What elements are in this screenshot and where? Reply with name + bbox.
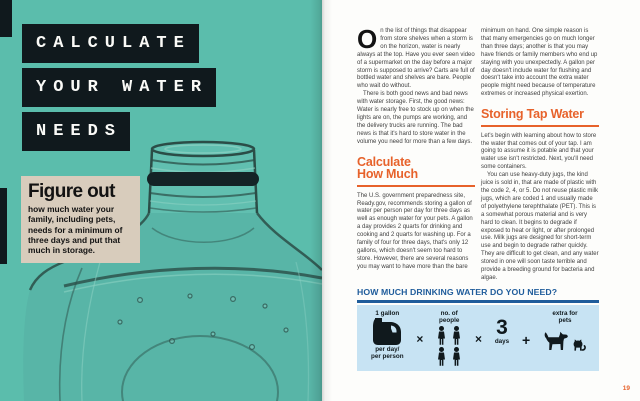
intro-paragraph-1-text: n the list of things that disappear from store shelves when a storm is on the horizon, water is nearly always at the top. Have you ever seen video of a supermarket on the day before a major storm is supposed to arrive? Carts are full of bottled water and shelves are bare. People who wait do without. xyxy=(357,28,475,90)
cat-icon xyxy=(572,337,587,351)
heading-rule xyxy=(481,125,599,127)
people-label-line: no. of xyxy=(440,309,458,317)
water-jug-icon xyxy=(371,318,403,345)
page-title-line-2 xyxy=(22,68,216,107)
section-heading-storing-tap-water: Storing Tap Water xyxy=(481,107,584,122)
drop-cap: O xyxy=(357,24,378,54)
section-heading-calculate-how-much xyxy=(357,156,475,181)
right-page xyxy=(322,0,640,401)
infographic-heading: HOW MUCH DRINKING WATER DO YOU NEED? xyxy=(357,287,558,297)
continuation-paragraph: minimum on hand. One simple reason is that many emergencies go on much longer than three days; another is that you may have friends or family members who end up staying with you unexpectedly. A gallon per day doesn't include water for flushing and doesn't take into account the extra water people might need because of temperature extremes or increased physical exertion. xyxy=(481,28,598,98)
figure-out-callout xyxy=(21,176,140,263)
pets-label-line: pets xyxy=(558,316,572,324)
text-column-1 xyxy=(357,24,475,272)
days-label: days xyxy=(494,338,510,346)
title-text: YOUR WATER xyxy=(36,78,209,97)
person-icon xyxy=(451,326,462,345)
person-icon xyxy=(451,347,462,366)
pets-item xyxy=(543,310,587,351)
dog-icon xyxy=(543,331,570,351)
gallon-sub-line: per person xyxy=(371,352,404,360)
infographic-rule xyxy=(357,300,599,303)
gallon-item xyxy=(371,310,404,360)
pets-label-line: extra for xyxy=(552,309,578,317)
intro-paragraph-2: There is both good news and bad news with water storage. First, the good news: Water is nearly free to stock up on when the lights are on, the pumps are working, and the delivery trucks are running. The bad news is that it's hard to store water in the volume you need for more than a few days. xyxy=(357,91,474,145)
person-icon xyxy=(436,347,447,366)
text-column-2 xyxy=(481,28,599,283)
infographic-box xyxy=(357,305,599,371)
pets-label xyxy=(552,310,577,324)
intro-paragraph-1 xyxy=(357,24,475,91)
page-title-line-3 xyxy=(22,112,130,151)
gallon-sub-label xyxy=(371,346,404,360)
gallon-sub-line: per day/ xyxy=(375,345,400,353)
gallon-label: 1 gallon xyxy=(375,309,400,317)
heading-line: How Much xyxy=(357,167,418,182)
pets-icons xyxy=(543,331,587,351)
callout-heading: Figure out xyxy=(28,181,115,202)
storing-paragraph-1: Let's begin with learning about how to store the water that comes out of your tap. I am going to assume it is potable and that your water use isn't restricted. Next, you'll need some containers. xyxy=(481,132,597,171)
title-text: NEEDS xyxy=(36,122,123,141)
title-text: CALCULATE xyxy=(36,34,191,53)
person-icon xyxy=(436,326,447,345)
people-item xyxy=(436,310,462,366)
multiply-symbol: × xyxy=(416,331,424,346)
heading-line: Calculate xyxy=(357,154,411,169)
people-icons xyxy=(436,326,462,366)
people-label xyxy=(439,310,459,324)
infographic xyxy=(357,287,599,371)
days-number: 3 xyxy=(496,315,508,339)
days-item xyxy=(494,315,510,346)
page-title-line-1 xyxy=(22,24,199,63)
storing-paragraph-2: You can use heavy-duty jugs, the kind juice is sold in, that are made of plastic with the code 2, 4, or 5. Do not reuse plastic milk jugs, which are coded 1 and usually made of polyethylene terephthalate (PET). This is a somewhat porous material and is very hard to clean. It begins to degrade if exposed to heat or light, or after prolonged use. Milk jugs are designed for short-term use and begin to degrade rather quickly. They are difficult to get clean, and any water stored in one will soon taste terrible and provide a breeding ground for bacteria and algae. xyxy=(481,172,599,281)
multiply-symbol: × xyxy=(475,331,483,346)
edge-strip xyxy=(0,188,7,264)
callout-body: how much water your family, including pets, needs for a minimum of three days and put that much in storage. xyxy=(28,204,123,255)
corner-mark xyxy=(0,0,12,37)
heading-rule xyxy=(357,185,475,187)
people-label-line: people xyxy=(439,316,460,324)
page-number: 19 xyxy=(622,385,630,392)
calculate-paragraph: The U.S. government preparedness site, Ready.gov, recommends storing a gallon of water per person per day for three days as well as enough water for your pets. A gallon a day provides 2 quarts for drinking and cooking and 2 quarts for washing up. For a family of four for three days, that's only 12 gallons, which doesn't seem too hard to store. However, there are several reasons you may want to have more than the bare xyxy=(357,192,473,270)
plus-symbol: + xyxy=(522,331,531,348)
